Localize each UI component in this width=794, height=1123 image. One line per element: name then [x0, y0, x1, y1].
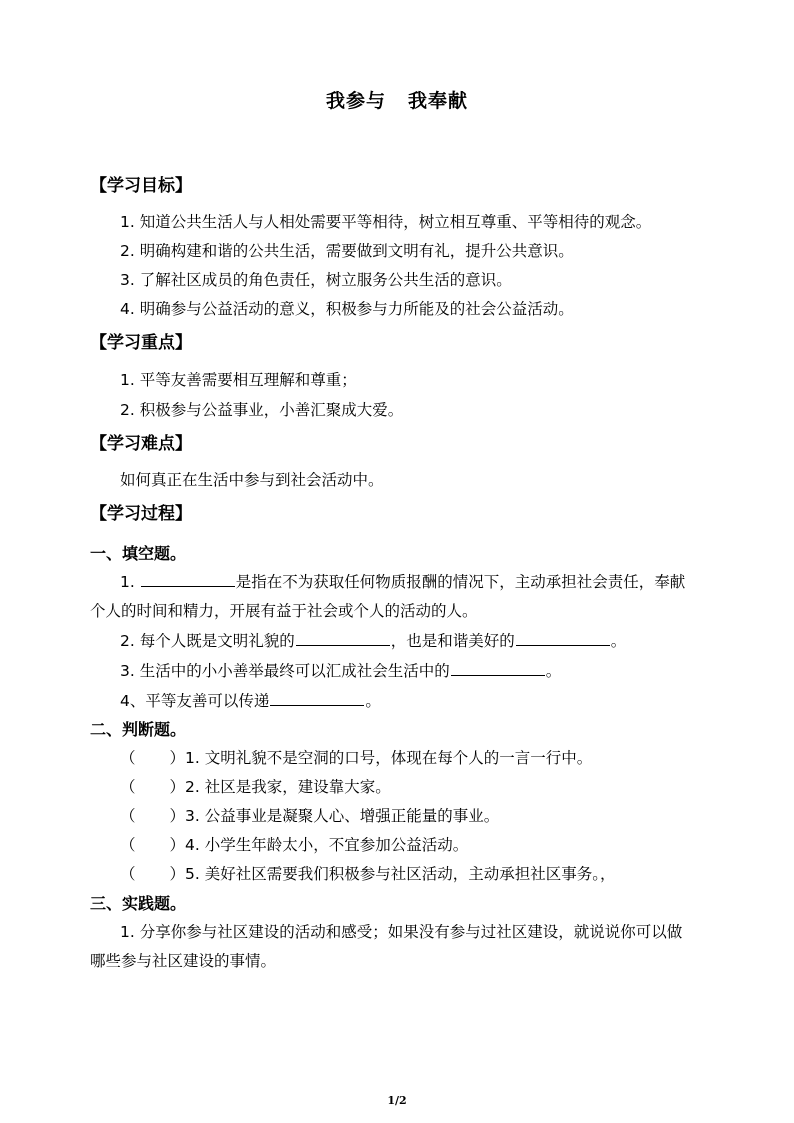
difficulties-heading: 【学习难点】 [90, 434, 192, 454]
practice-heading: 三、实践题。 [90, 894, 187, 913]
fill-blank-q1 [120, 570, 685, 592]
judge-text: 3. 公益事业是凝聚人心、增强正能量的事业。 [185, 807, 500, 825]
q3-end: 。 [545, 662, 562, 680]
q4-answer-blank[interactable] [270, 691, 364, 706]
fill-blank-q3 [120, 659, 561, 681]
judge-text: 2. 社区是我家，建设靠大家。 [185, 778, 391, 796]
judge-item-2 [120, 775, 391, 797]
goal-item-2: 2. 明确构建和谐的公共生活，需要做到文明有礼，提升公共意识。 [120, 242, 574, 260]
title-part-1: 我参与 [325, 90, 386, 112]
q2-end: 。 [610, 632, 627, 650]
judge-close-paren: ） [169, 749, 186, 767]
q2-answer-blank-1[interactable] [296, 631, 390, 646]
q4-end: 。 [365, 692, 381, 710]
judge-open-paren: （ [120, 749, 136, 767]
key-points-heading: 【学习重点】 [90, 333, 192, 353]
judge-open-paren: （ [120, 836, 136, 854]
judge-text: 5. 美好社区需要我们积极参与社区活动，主动承担社区事务。， [185, 865, 616, 883]
q4-prefix: 4、平等友善可以传递 [120, 692, 270, 710]
judge-item-1 [120, 746, 592, 768]
difficulties-text: 如何真正在生活中参与到社会活动中。 [120, 471, 384, 489]
q3-prefix: 3. 生活中的小小善举最终可以汇成社会生活中的 [120, 662, 450, 680]
practice-question-line-1: 1. 分享你参与社区建设的活动和感受；如果没有参与过社区建设，就说说你可以做 [120, 923, 683, 941]
judge-close-paren: ） [169, 865, 186, 883]
q2-mid: ，也是和谐美好的 [390, 632, 515, 650]
judge-item-3 [120, 804, 499, 826]
judge-close-paren: ） [169, 836, 186, 854]
title-part-2: 我奉献 [408, 90, 469, 112]
fill-blank-q1-cont: 个人的时间和精力，开展有益于社会或个人的活动的人。 [90, 602, 478, 620]
judge-heading: 二、判断题。 [90, 720, 187, 739]
fill-blank-q2 [120, 629, 626, 651]
judge-item-4 [120, 833, 468, 855]
page-number: 1/2 [387, 1094, 407, 1107]
judge-open-paren: （ [120, 865, 136, 883]
fill-blank-q4 [120, 689, 381, 711]
practice-question-line-2: 哪些参与社区建设的事情。 [90, 952, 277, 970]
key-point-item-2: 2. 积极参与公益事业，小善汇聚成大爱。 [120, 401, 404, 419]
goals-heading: 【学习目标】 [90, 176, 192, 196]
q2-prefix: 2. 每个人既是文明礼貌的 [120, 632, 295, 650]
key-point-item-1: 1. 平等友善需要相互理解和尊重； [120, 371, 357, 389]
goal-item-3: 3. 了解社区成员的角色责任，树立服务公共生活的意识。 [120, 271, 512, 289]
page-title [0, 86, 794, 113]
judge-text: 1. 文明礼貌不是空洞的口号，体现在每个人的一言一行中。 [185, 749, 593, 767]
goal-item-4: 4. 明确参与公益活动的意义，积极参与力所能及的社会公益活动。 [120, 300, 574, 318]
q1-answer-blank[interactable] [141, 572, 235, 587]
goal-item-1: 1. 知道公共生活人与人相处需要平等相待，树立相互尊重、平等相待的观念。 [120, 213, 652, 231]
q2-answer-blank-2[interactable] [516, 631, 610, 646]
process-heading: 【学习过程】 [90, 504, 192, 524]
judge-close-paren: ） [169, 807, 186, 825]
q3-answer-blank[interactable] [451, 661, 545, 676]
judge-open-paren: （ [120, 807, 136, 825]
q1-prefix: 1. [120, 573, 135, 591]
judge-item-5 [120, 862, 616, 884]
q1-text: 是指在不为获取任何物质报酬的情况下，主动承担社会责任，奉献 [235, 573, 686, 591]
judge-text: 4. 小学生年龄太小，不宜参加公益活动。 [185, 836, 469, 854]
judge-open-paren: （ [120, 778, 136, 796]
judge-close-paren: ） [169, 778, 186, 796]
fill-blank-heading: 一、填空题。 [90, 544, 187, 563]
